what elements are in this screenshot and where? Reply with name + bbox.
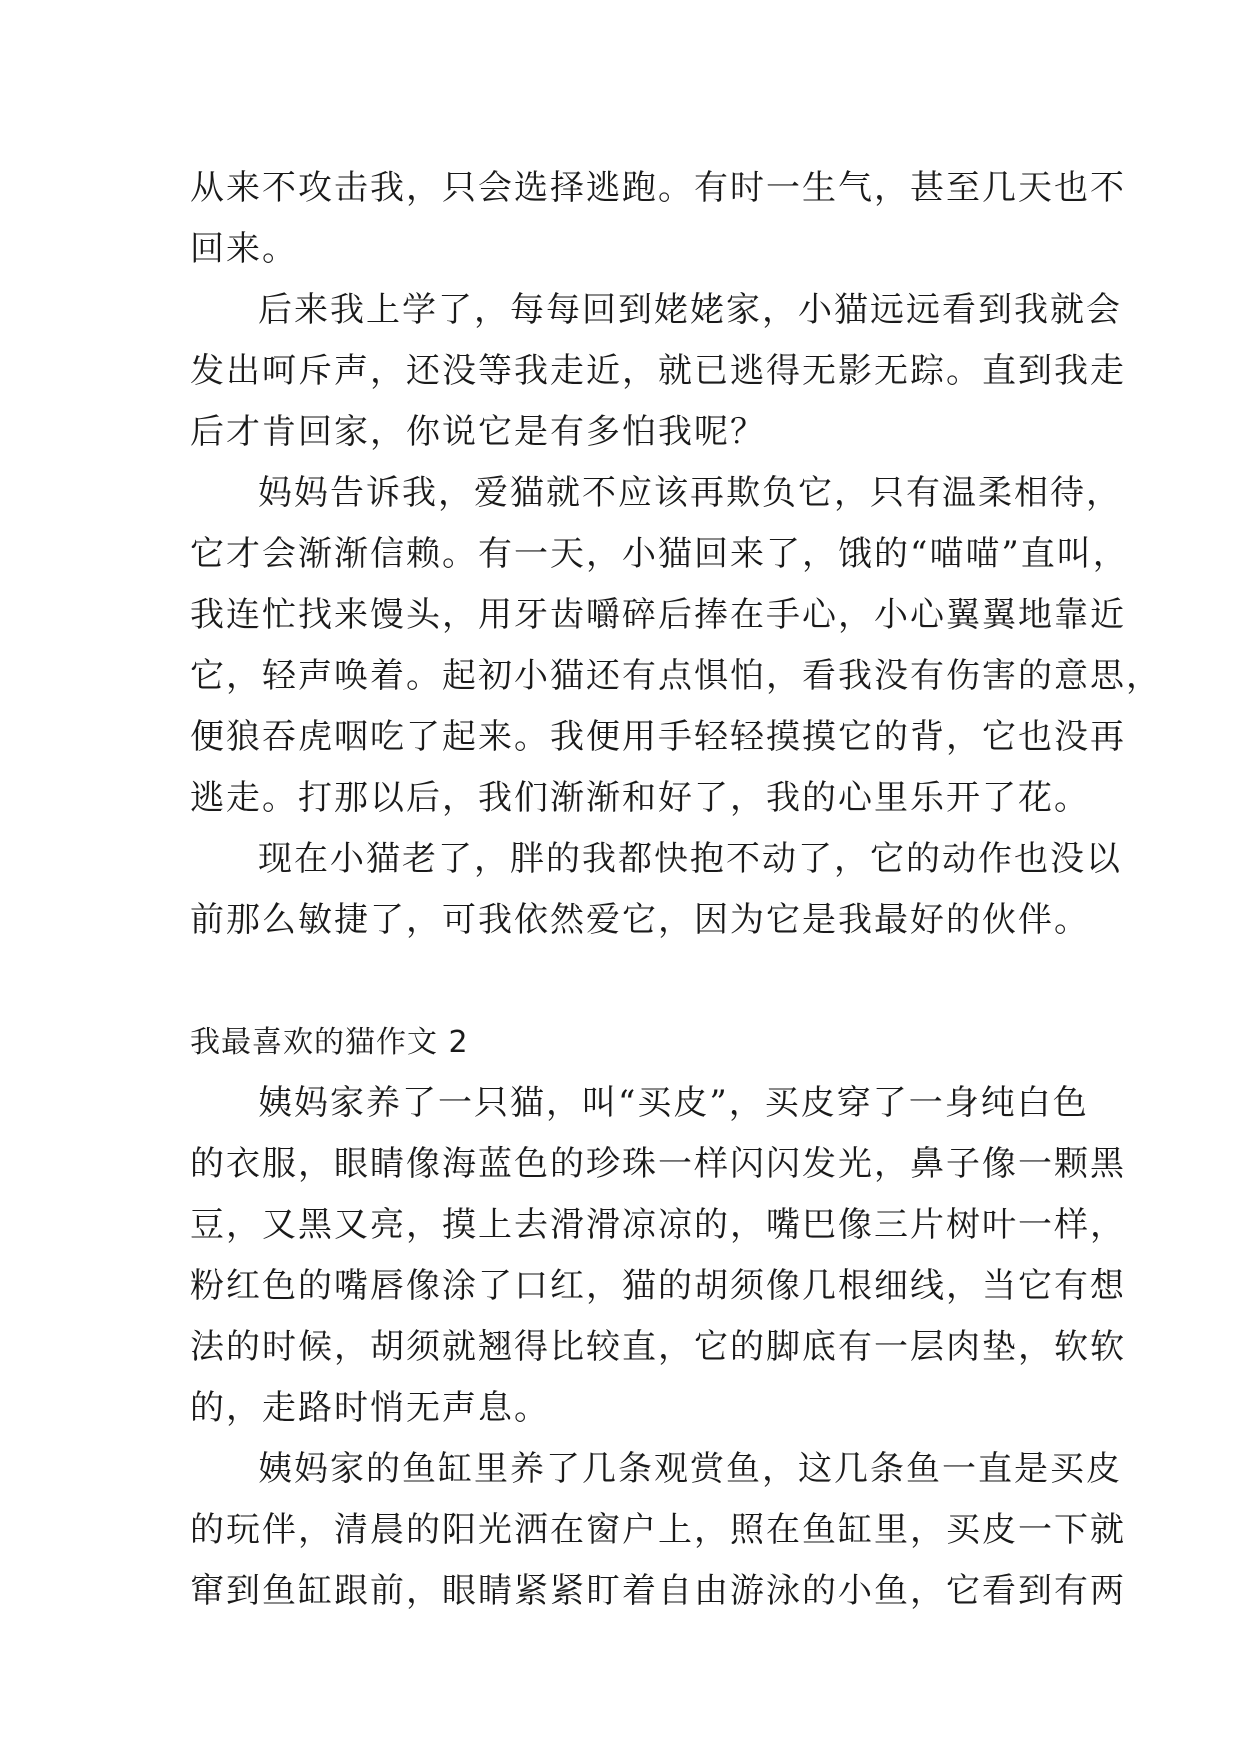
paragraph-start-line: 现在小猫老了，胖的我都快抱不动了，它的动作也没以 [258,839,1122,879]
text-line: 窜到鱼缸跟前，眼睛紧紧盯着自由游泳的小鱼，它看到有两 [190,1571,1126,1611]
text-line: 前那么敏捷了，可我依然爱它，因为它是我最好的伙伴。 [190,900,1090,940]
text-line: 的，走路时悄无声息。 [190,1388,550,1428]
text-line: 后才肯回家，你说它是有多怕我呢？ [190,412,766,452]
paragraph-start-line: 后来我上学了，每每回到姥姥家，小猫远远看到我就会 [258,290,1122,330]
text-line: 回来。 [190,229,298,269]
text-line: 它，轻声唤着。起初小猫还有点惧怕，看我没有伤害的意思， [190,656,1162,696]
text-line: 便狼吞虎咽吃了起来。我便用手轻轻摸摸它的背，它也没再 [190,717,1126,757]
text-line: 法的时候，胡须就翘得比较直，它的脚底有一层肉垫，软软 [190,1327,1126,1367]
paragraph-start-line: 妈妈告诉我，爱猫就不应该再欺负它，只有温柔相待， [258,473,1122,513]
essay-body [190,158,1162,1622]
section-gap [190,951,1060,1012]
text-line: 粉红色的嘴唇像涂了口红，猫的胡须像几根细线，当它有想 [190,1266,1126,1306]
section-title: 我最喜欢的猫作文 2 [190,1025,469,1060]
paragraph-start-line: 姨妈家养了一只猫，叫“买皮”，买皮穿了一身纯白色 [258,1083,1089,1123]
text-line: 的玩伴，清晨的阳光洒在窗户上，照在鱼缸里，买皮一下就 [190,1510,1126,1550]
text-line: 发出呵斥声，还没等我走近，就已逃得无影无踪。直到我走 [190,351,1126,391]
text-line: 的衣服，眼睛像海蓝色的珍珠一样闪闪发光，鼻子像一颗黑 [190,1144,1126,1184]
text-line: 逃走。打那以后，我们渐渐和好了，我的心里乐开了花。 [190,778,1090,818]
paragraph-start-line: 姨妈家的鱼缸里养了几条观赏鱼，这几条鱼一直是买皮 [258,1449,1122,1489]
text-line: 从来不攻击我，只会选择逃跑。有时一生气，甚至几天也不 [190,168,1126,208]
text-line: 它才会渐渐信赖。有一天，小猫回来了，饿的“喵喵”直叫， [190,534,1129,574]
text-line: 豆，又黑又亮，摸上去滑滑凉凉的，嘴巴像三片树叶一样， [190,1205,1126,1245]
text-line: 我连忙找来馒头，用牙齿嚼碎后捧在手心，小心翼翼地靠近 [190,595,1126,635]
